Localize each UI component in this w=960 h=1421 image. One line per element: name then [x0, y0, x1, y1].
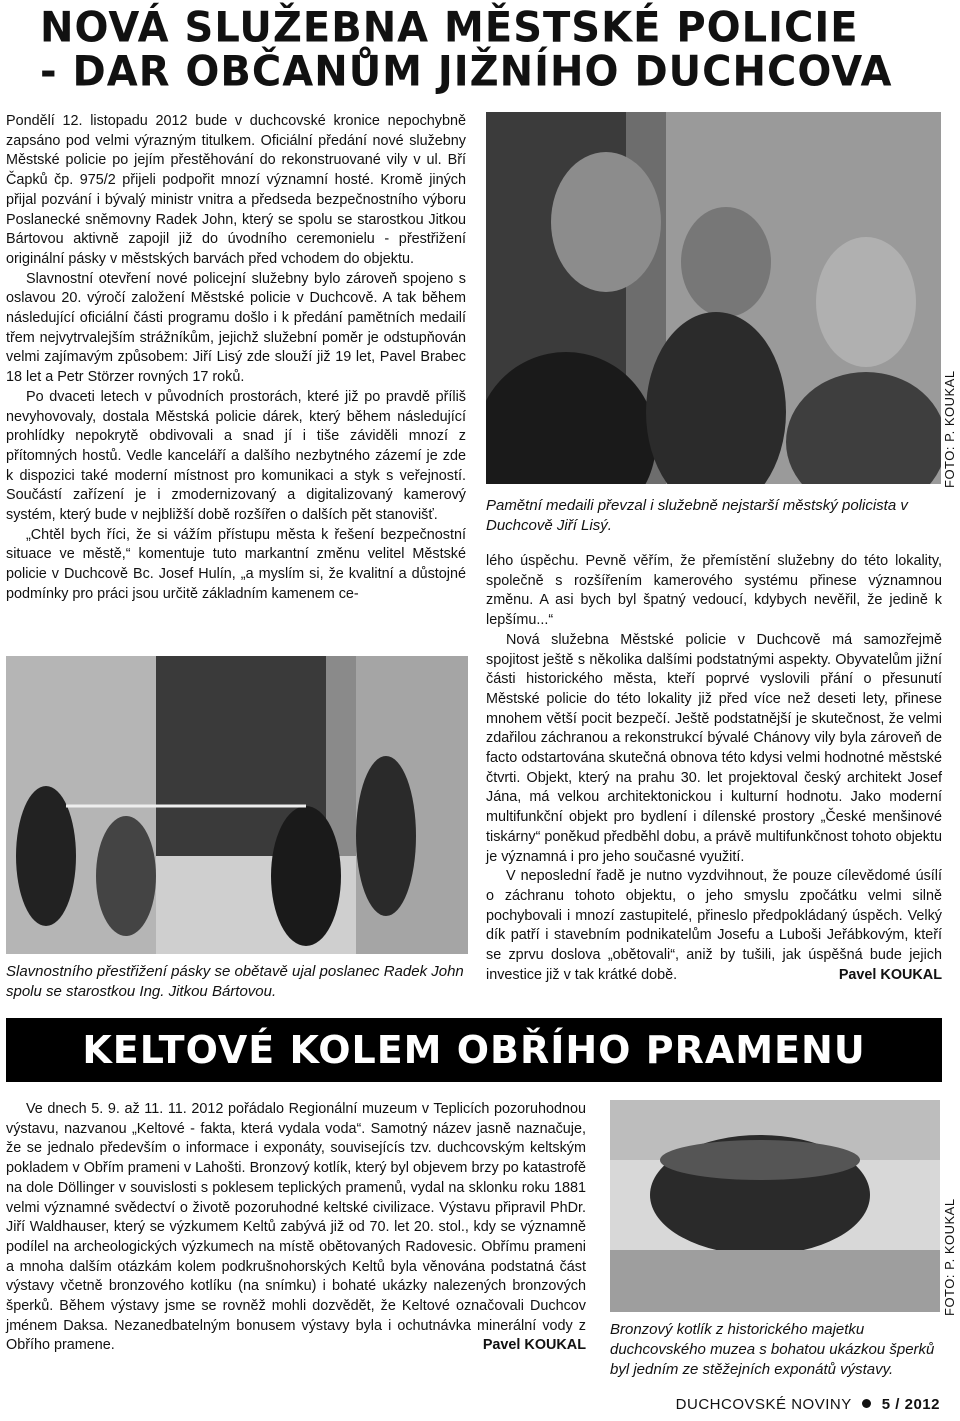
article1-title [40, 3, 940, 97]
article1-right-paragraph-1: lého úspěchu. Pevně věřím, že přemístění služebny do této lokality, společně s rozšířením kamerového systému přinese významnou změnu. A asi bych byl špatný vedoucí, kdybych nevěřil, že jedině k lepšímu...“ [486, 553, 942, 629]
article1-paragraph-3: Po dvaceti letech v původních prostorách, které již po pravdě příliš nevyhovovaly, dostala Městská policie dárek, který během následující prohlídky nepokrytě obdivovali a snad jí i tiše záviděli mnozí z přítomných hostů. Vedle kanceláří a dalšího nezbytného zázemí je zde k dispozici také moderní místnost pro komunikaci a styk s veřejností. Součástí zařízení je i zmodernizovaný a digitalizovaný kamerový systém, který bude v nejbližší době rozšířen o dalších pět stanovišť. [6, 388, 466, 524]
medal-photo-image [486, 112, 941, 484]
publication-name: DUCHCOVSKÉ NOVINY [675, 1396, 852, 1413]
article2-title: KELTOVÉ KOLEM OBŘÍHO PRAMENU [82, 1028, 866, 1072]
ribbon-cutting-photo [6, 656, 468, 954]
cauldron-caption: Bronzový kotlík z historického majetku duchcovského muzea s bohatou ukázkou šperků byl jedním ze stěžejních exponátů výstavy. [610, 1321, 935, 1378]
article1-right-column [486, 552, 942, 985]
article2-paragraph-text: Ve dnech 5. 9. až 11. 11. 2012 pořádalo Regionální muzeum v Teplicích pozoruhodnou výstavu, nazvanou „Keltové - fakta, která vydala voda“. Samotný název jasně naznačuje, že se jednalo především o informace i exponáty, souvisejícís tzv. duchcovským keltským pokladem v Obřím prameni v Lahošti. Bronzový kotlík, který byl objevem brzy po katastrofě na dole Döllinger v souvislosti s poklesem teplických pramenů, vydal na sklonku roku 1881 velmi významné svědectví o životě pozoruhodné keltské civilizace. Výstavu připravil PhDr. Jiří Waldhauser, který se výzkumem Keltů zabývá již od 70. let 20. stol., kdy se významně podílel na archeologických výzkumech na místě obětovaných Radovesic. Obřímu prameni a mnoha dalším otázkám kolem podkrušnohorských Keltů byla věnována podstatná část výstavy včetně bronzového kotlíku (na snímku) i bohaté ukázky nalezených bronzových šperků. Během výstavy jsme se rovněž mohli dozvědět, že Keltové označovali Duchcov jménem Daksa. Nezanedbatelným bonusem výstavy byla i ochutnávka minerální vody z Obřího pramene. [6, 1101, 586, 1354]
medal-photo-credit: FOTO: P. KOUKAL [942, 370, 957, 488]
article1-title-line1: NOVÁ SLUŽEBNA MĚSTSKÉ POLICIE [40, 3, 859, 53]
article1-left-column [6, 112, 466, 605]
article2-column [6, 1100, 586, 1356]
article1-right-paragraph-3-text: V neposlední řadě je nutno vyzdvihnout, že pouze cílevědomé úsílí o záchranu tohoto objektu, o jeho smyslu zpočátku velmi silně pochybovali i mnozí zastupitelé, přineslo předpokládaný úspěch. Velký dík patří i stavebním podnikatelům Josefu a Luboši Jeřábkovým, kteří se zprvu doslova „obětovali“, aniž by tušili, jak úspěšná bude jejich investice již v tak krátké době. [486, 868, 942, 983]
article2-title-banner [6, 1018, 942, 1082]
cauldron-photo [610, 1100, 940, 1312]
article1-paragraph-4: „Chtěl bych říci, že si vážím přístupu města k řešení bezpečnostní situace ve městě,“ komentuje tuto markantní změnu velitel Městské policie v Duchcově Bc. Josef Hulín, „a myslím si, že kvalitní a důstojné podmínky pro práci jsou určitě základním kamenem ce- [6, 526, 466, 602]
article2-paragraph [6, 1100, 586, 1356]
ribbon-cutting-photo-image [6, 656, 468, 954]
article1-author: Pavel KOUKAL [838, 966, 942, 983]
article1-right-paragraph-2: Nová služebna Městské policie v Duchcově má samozřejmě spojitost ještě s několika dalšími podstatnými aspekty. Obyvatelům jižní části historického města, kteří poprvé vyslovili přání o přesunutí Městské policie do této lokality již před více než deseti lety, přinese mnohem větší pocit bezpečí. Ještě podstatnější je skutečnost, že velmi zdařilou záchranou a rekonstrukcí bývalé Chánovy vily byla zároveň de facto odstartována skutečná obnova této kdysi velmi hodnotné městské čtvrti. Objekt, který na prahu 30. let projektoval český architekt Josef Jána, má velkou architektonickou i kulturní hodnotu. Jako moderní multifunkční objekt pro bydlení i dílenské prostory „České menšinové tiskárny“ poněkud předběhl dobu, a právě multifunkčnost tohoto objektu je významná i pro jeho současné využití. [486, 631, 942, 865]
article1-paragraph-2: Slavnostní otevření nové policejní služebny bylo zároveň spojeno s oslavou 20. výročí založení Městské policie v Duchcově. A tak během následující oficiální části programu došlo i k předání pamětních medailí třem nejvytrvalejším strážníkům, jejichž služební poměr je odstupňován velmi zajímavým způsobem: Jiří Lisý zde slouží již 19 let, Pavel Brabec 18 let a Petr Störzer rovných 17 roků. [6, 270, 466, 386]
ribbon-cutting-caption: Slavnostního přestřižení pásky se obětavě ujal poslanec Radek John spolu se starostkou Ing. Jitkou Bártovou. [6, 963, 464, 1000]
medal-photo [486, 112, 941, 484]
article1-paragraph-1: Pondělí 12. listopadu 2012 bude v duchcovské kronice nepochybně zapsáno pod velmi výrazným titulkem. Oficiální předání nové služebny Městské policie po jejím přestěhování do rekonstruované vily v ul. Bří Čapků čp. 975/2 přijeli podpořit mnozí významní hosté. Kromě jiných přijal pozvání i bývalý ministr vnitra a předseda bezpečnostního výboru Poslanecké sněmovny Radek John, který se spolu se starostkou Jitkou Bártovou aktivně zapojil již do úvodního ceremonielu - přestřižení originální pásky v městských barvách před vchodem do objektu. [6, 113, 466, 267]
page-footer [676, 1396, 940, 1413]
medal-caption: Pamětní medaili převzal i služebně nejstarší městský policista v Duchcově Jiří Lisý. [486, 497, 908, 534]
article1-title-line2: - DAR OBČANŮM JIŽNÍHO DUCHCOVA [40, 47, 893, 97]
bullet-icon [862, 1399, 871, 1408]
cauldron-photo-credit: FOTO: P. KOUKAL [942, 1198, 957, 1316]
issue-number: 5 / 2012 [881, 1396, 940, 1413]
article2-author: Pavel KOUKAL [482, 1337, 586, 1354]
article1-right-paragraph-3 [486, 867, 942, 985]
cauldron-photo-image [610, 1100, 940, 1312]
